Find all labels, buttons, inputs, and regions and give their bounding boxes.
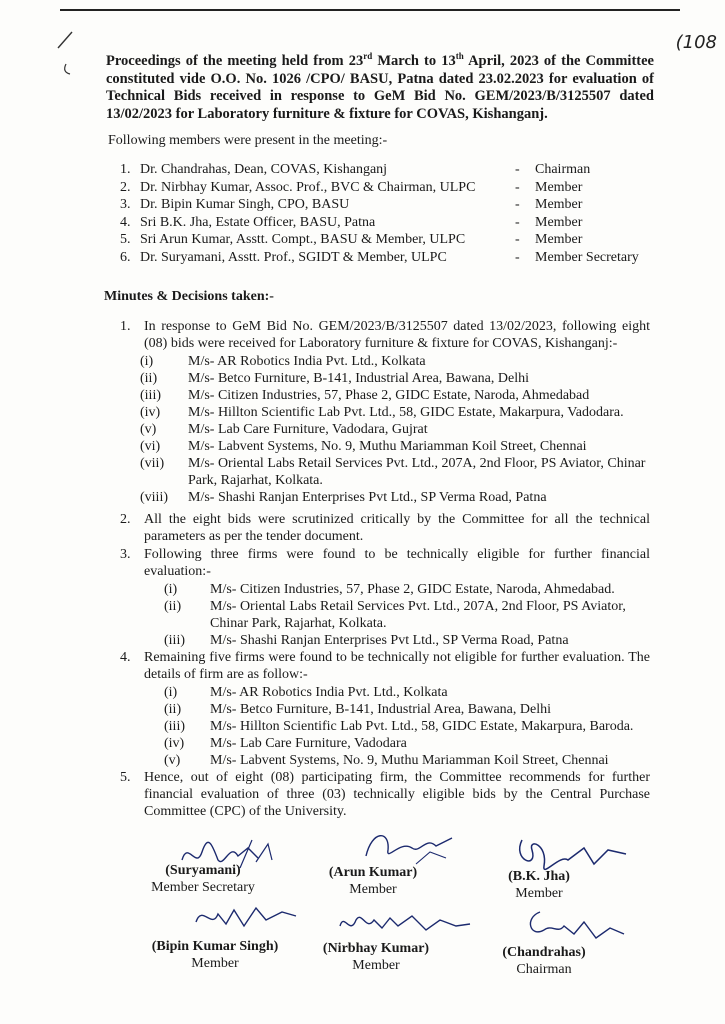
minutes-heading: Minutes & Decisions taken:-	[104, 289, 274, 304]
signatory-bk-jha: (B.K. Jha) Member	[508, 869, 570, 901]
signatory-chandrahas: (Chandrahas) Chairman	[502, 945, 586, 977]
list-item: (v) M/s- Lab Care Furniture, Vadodara, Gujrat	[140, 422, 428, 437]
list-item: (i) M/s- Citizen Industries, 57, Phase 2, GIDC Estate, Naroda, Ahmedabad.	[164, 582, 615, 597]
point-5: 5. Hence, out of eight (08) participating firm, the Committee recommends for further financial evaluation of three (03) technically eligible bids by the Central Purchase Committee (CPC) of the University.	[120, 770, 650, 819]
member-row: 4. Sri B.K. Jha, Estate Officer, BASU, Patna - Member	[120, 214, 583, 230]
point-1: 1. In response to GeM Bid No. GEM/2023/B/3125507 dated 13/02/2023, following eight (08) bids were received for Laboratory furniture & fixture for COVAS, Kishanganj:-	[120, 319, 650, 351]
point-4: 4. Remaining five firms were found to be technically not eligible for further evaluation. The details of firm are as follow:-	[120, 650, 650, 682]
signature-bipin	[192, 900, 302, 936]
list-item: (ii) M/s- Oriental Labs Retail Services Pvt. Ltd., 207A, 2nd Floor, PS Aviator, Chinar Park, Rajarhat, Kolkata.	[164, 599, 626, 631]
list-item: (vi) M/s- Labvent Systems, No. 9, Muthu Mariamman Koil Street, Chennai	[140, 439, 587, 454]
list-item: (vii) M/s- Oriental Labs Retail Services Pvt. Ltd., 207A, 2nd Floor, PS Aviator, Chinar Park, Rajarhat, Kolkata.	[140, 456, 646, 488]
present-intro: Following members were present in the meeting:-	[108, 133, 388, 148]
list-item: (iii) M/s- Shashi Ranjan Enterprises Pvt Ltd., SP Verma Road, Patna	[164, 633, 569, 648]
list-item: (iv) M/s- Hillton Scientific Lab Pvt. Ltd., 58, GIDC Estate, Makarpura, Vadodara.	[140, 405, 624, 420]
list-item: (i) M/s- AR Robotics India Pvt. Ltd., Kolkata	[140, 354, 426, 369]
document-title: Proceedings of the meeting held from 23rd March to 13th April, 2023 of the Committee constituted vide O.O. No. 1026 /CPO/ BASU, Patna dated 23.02.2023 for evaluation of Technical Bids received in response to GeM Bid No. GEM/2023/B/3125507 dated 13/02/2023 for Laboratory furniture & fixture for COVAS, Kishanganj.	[106, 51, 654, 122]
list-item: (iv) M/s- Lab Care Furniture, Vadodara	[164, 736, 407, 751]
top-rule	[60, 9, 680, 11]
list-item: (iii) M/s- Hillton Scientific Lab Pvt. Ltd., 58, GIDC Estate, Makarpura, Baroda.	[164, 719, 634, 734]
margin-tick-mark	[52, 30, 82, 80]
page-number-value: 108	[682, 32, 717, 53]
members-list	[120, 162, 650, 267]
list-item: (v) M/s- Labvent Systems, No. 9, Muthu Mariamman Koil Street, Chennai	[164, 753, 609, 768]
member-row: 2. Dr. Nirbhay Kumar, Assoc. Prof., BVC & Chairman, ULPC - Member	[120, 179, 583, 195]
signatory-arun: (Arun Kumar) Member	[328, 865, 418, 897]
list-item: (ii) M/s- Betco Furniture, B-141, Industrial Area, Bawana, Delhi	[140, 371, 529, 386]
signatory-nirbhay: (Nirbhay Kumar) Member	[322, 941, 430, 973]
list-item: (i) M/s- AR Robotics India Pvt. Ltd., Kolkata	[164, 685, 448, 700]
member-row: 5. Sri Arun Kumar, Asstt. Compt., BASU & Member, ULPC - Member	[120, 232, 583, 247]
list-item: (ii) M/s- Betco Furniture, B-141, Industrial Area, Bawana, Delhi	[164, 702, 551, 717]
minutes-body	[120, 318, 650, 821]
list-item: (iii) M/s- Citizen Industries, 57, Phase 2, GIDC Estate, Naroda, Ahmedabad	[140, 388, 590, 403]
member-row: 3. Dr. Bipin Kumar Singh, CPO, BASU - Member	[120, 197, 583, 212]
point-3: 3. Following three firms were found to be technically eligible for further financial evaluation:-	[120, 547, 650, 579]
page-number: (108	[675, 32, 717, 53]
member-row: 6. Dr. Suryamani, Asstt. Prof., SGIDT & Member, ULPC - Member Secretary	[120, 249, 639, 265]
member-row: 1. Dr. Chandrahas, Dean, COVAS, Kishanganj - Chairman	[120, 162, 591, 177]
signatory-suryamani: (Suryamani) Member Secretary	[151, 863, 255, 895]
list-item: (viii) M/s- Shashi Ranjan Enterprises Pvt Ltd., SP Verma Road, Patna	[140, 490, 547, 505]
point-2: 2. All the eight bids were scrutinized critically by the Committee for all the technical parameters as per the tender document.	[120, 512, 650, 544]
signatory-bipin: (Bipin Kumar Singh) Member	[151, 939, 279, 971]
